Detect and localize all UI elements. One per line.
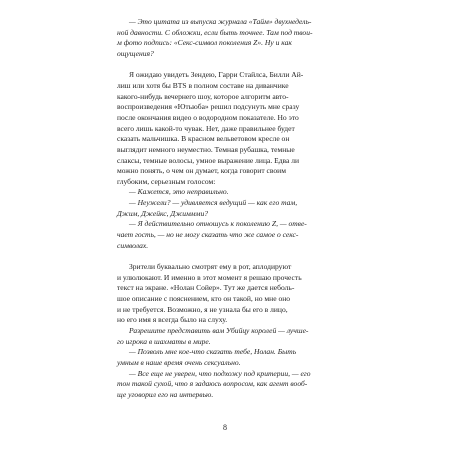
paragraph: — Это цитата из выпуска журнала «Тайм» двухнедель- ной давности. С обложки, если быть точнее. Там под твои- м фото подпись: «Секс-символ поколения Z». Ну и как ощущения? [117,17,313,58]
body-text [117,17,335,401]
paragraph: — Все еще не уверен, что подхожу под критерии, — его тон такой сухой, что я задаюсь вопросом, как агент вооб- ще уговорил его на интервью. [117,368,311,399]
paragraph: Зрители буквально смотрят ему в рот, аплодируют и улюлюкают. И именно в этот момент я решаю прочесть текст на экране. «Нолан Сойер». Тут же дается неболь- шое описание с пояснением, кто он такой, но мне оно и не требуется. Возможно, я не узнала бы его в лицо, но его имя я всегда было на слуху. [117,262,302,325]
paragraph: — Я действительно отношусь к поколению Z, — отве- чает гость, — но не могу сказать что же самое о секс- символах. [117,219,307,250]
paragraph: — Кажется, это неправильно. [129,187,229,197]
paragraph: — Позволь мне кое-что сказать тебе, Нолан. Быть умным в наше время очень сексуально. [117,347,297,367]
paragraph: Разрешите представить вам Убийцу королей — лучше- го игрока в шахматы в мире. [117,326,309,346]
page-number: 8 [223,423,227,432]
paragraph: Я ожидаю увидеть Зендею, Гарри Стайлса, Билли Ай- лиш или хотя бы BTS в полном составе на диванчике какого-нибудь вечернего шоу, которое алгоритм авто- воспроизведения «Ютьюба» решил подсунуть мне сразу после окончания видео о водородном показателе. Но это всего лишь какой-то чувак. Нет, даже правильнее будет сказать мальчишка. В красном вельветовом кресле он выглядит немного неуместно. Темная рубашка, темные слаксы, темные волосы, умное выражение лица. Едва ли можно понять, о чем он думает, когда говорит своим глубоким, серьезным голосом: [117,70,304,186]
paragraph: — Неужели? — удивляется ведущий — как его там, Джим, Джейкс, Джиммми? [117,198,298,218]
